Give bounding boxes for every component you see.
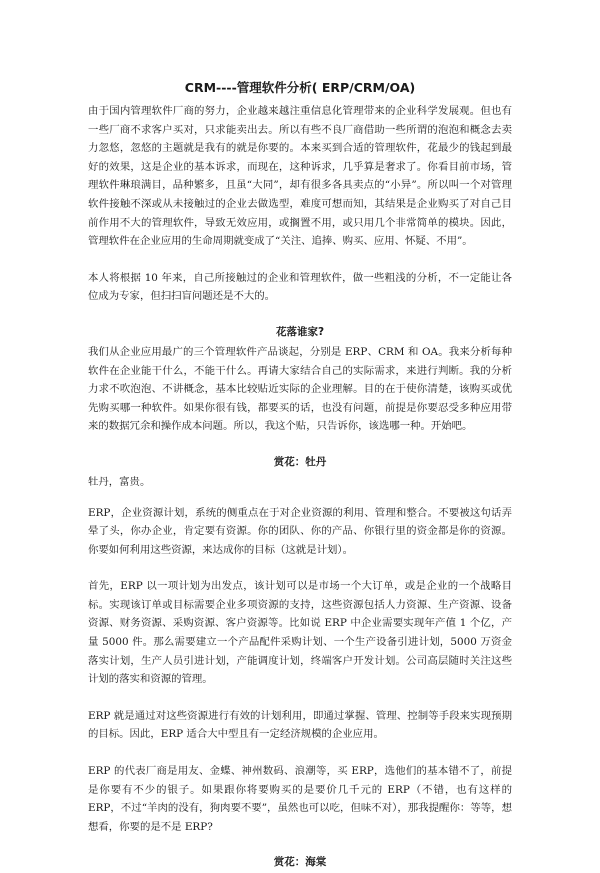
section-paragraph: ERP 的代表厂商是用友、金蝶、神州数码、浪潮等，买 ERP，选他们的基本错不了，前提是你要有不少的银子。如果跟你将要购买的是要价几千元的 ERP（不错，也有这样的 ERP，不过“羊肉的没有，狗肉要不要”，虽然也可以吃，但味不对），那我提醒你：等等，想想看，你要的是不是 ERP? — [88, 765, 512, 833]
section-paragraph: 牡丹，富贵。 — [88, 475, 151, 488]
section-heading-who: 花落谁家? — [275, 325, 325, 338]
document-title: CRM----管理软件分析( ERP/CRM/OA) — [184, 80, 416, 95]
section-heading-begonia: 赏花：海棠 — [273, 856, 327, 869]
section-heading-peony: 赏花：牡丹 — [273, 455, 327, 468]
intro-paragraph: 由于国内管理软件厂商的努力，企业越来越注重信息化管理带来的企业科学发展观。但也有一些厂商不求客户买对，只求能卖出去。所以有些不良厂商借助一些所谓的泡泡和概念去卖力忽悠，忽悠的主题就是我有的就是你要的。本来买到合适的管理软件，花最少的钱起到最好的效果，这是企业的基本诉求，而现在，这种诉求，几乎算是奢求了。你看目前市场，管理软件琳琅满目，品种繁多，且虽“大同”，却有很多各具卖点的“小异”。所以叫一个对管理软件接触不深或从未接触过的企业去做选型，难度可想而知，其结果是企业购买了对自己目前作用不大的管理软件，导致无效应用，或搁置不用，或只用几个非常简单的模块。因此，管理软件在企业应用的生命周期就变成了“关注、追捧、购买、应用、怀疑、不用”。 — [88, 105, 512, 248]
section-paragraph: ERP 就是通过对这些资源进行有效的计划利用，即通过掌握、管理、控制等手段来实现预期的目标。因此，ERP 适合大中型且有一定经济规模的企业应用。 — [88, 709, 512, 741]
document-page — [88, 78, 512, 873]
intro-paragraph: 本人将根据 10 年来，自己所接触过的企业和管理软件，做一些粗浅的分析，不一定能让各位成为专家，但扫扫盲问题还是不大的。 — [88, 271, 512, 303]
section-paragraph: ERP，企业资源计划，系统的侧重点在于对企业资源的利用、管理和整合。不要被这句话弄晕了头，你办企业，肯定要有资源。你的团队、你的产品、你银行里的资金都是你的资源。你要如何利用这些资源，来达成你的目标（这就是计划）。 — [88, 506, 512, 556]
section-paragraph: 我们从企业应用最广的三个管理软件产品谈起，分别是 ERP、CRM 和 OA。我来分析每种软件在企业能干什么，不能干什么。再请大家结合自己的实际需求，来进行判断。我的分析力求不吹泡泡、不讲概念，基本比较贴近实际的企业理解。目的在于使你清楚，该购买或优先购买哪一种软件。如果你很有钱，都要买的话，也没有问题，前提是你要忍受多种应用带来的数据冗余和操作成本问题。所以，我这个贴，只告诉你，该选哪一种。开始吧。 — [88, 345, 512, 433]
section-paragraph: 首先，ERP 以一项计划为出发点，该计划可以是市场一个大订单，或是企业的一个战略目标。实现该订单或目标需要企业多项资源的支持，这些资源包括人力资源、生产资源、设备资源、财务资源、采购资源、客户资源等。比如说 ERP 中企业需要实现年产值 1 个亿，产量 5000 件。那么需要建立一个产品配件采购计划、一个生产设备引进计划，5000 万资金落实计划，生产人员引进计划，产能调度计划，终端客户开发计划。公司高层随时关注这些计划的落实和资源的管理。 — [88, 580, 512, 686]
